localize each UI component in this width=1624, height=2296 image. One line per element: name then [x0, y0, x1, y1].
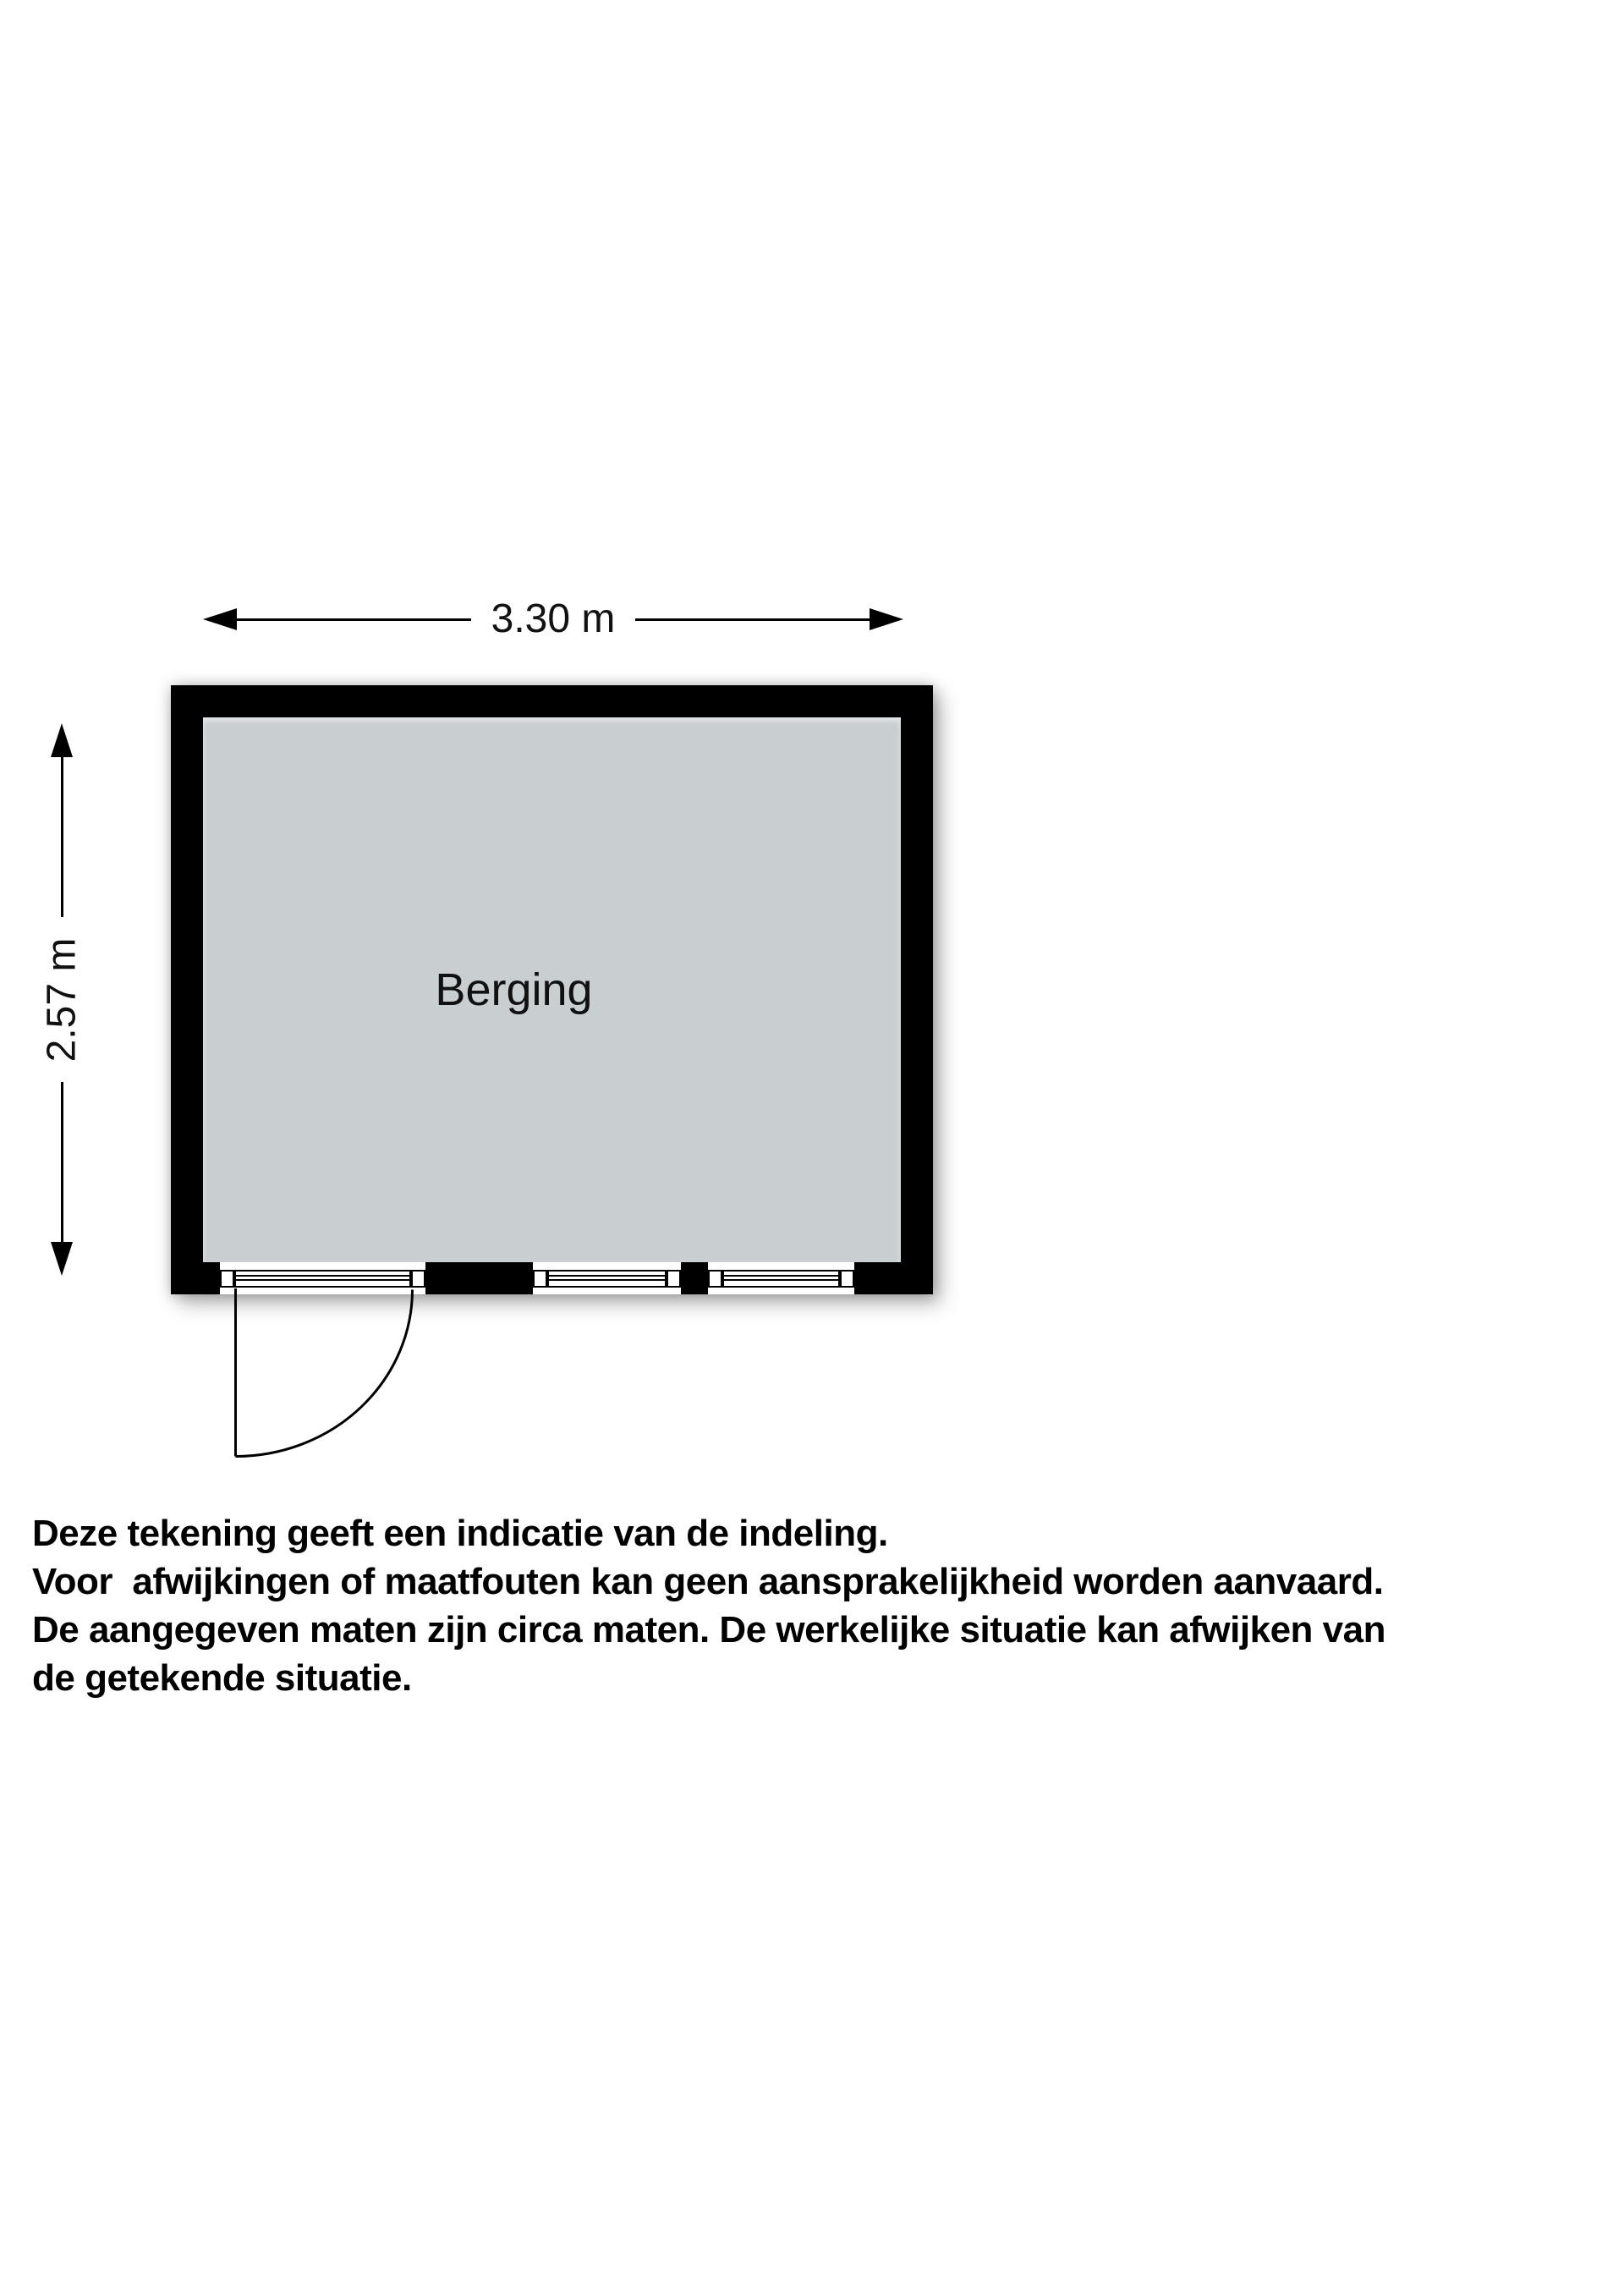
- dimension-height-label-box: [39, 917, 84, 1082]
- window-glazing: [547, 1270, 667, 1288]
- dimension-height-label: 2.57 m: [39, 937, 84, 1062]
- arrowhead-right-icon: [870, 608, 903, 630]
- dimension-line: [237, 618, 471, 621]
- dimension-height: [39, 723, 84, 1276]
- arrowhead-down-icon: [51, 1242, 73, 1276]
- window-opening-2: [708, 1262, 854, 1294]
- window-jamb: [667, 1270, 681, 1288]
- dimension-width-label: 3.30 m: [491, 596, 616, 641]
- arrowhead-up-icon: [51, 723, 73, 757]
- window-glazing: [722, 1270, 840, 1288]
- door-jamb-left: [220, 1270, 234, 1288]
- arrowhead-left-icon: [203, 608, 237, 630]
- dimension-width: [203, 596, 903, 641]
- window-opening-1: [533, 1262, 681, 1294]
- dimension-line: [61, 757, 63, 917]
- room-walls: [171, 685, 933, 1294]
- door-swing-arc: [234, 1288, 414, 1459]
- disclaimer: [32, 1509, 1622, 1702]
- door-jamb-right: [411, 1270, 425, 1288]
- room-interior: [203, 717, 901, 1262]
- disclaimer-line: Deze tekening geeft een indicatie van de indeling.: [32, 1513, 888, 1554]
- disclaimer-line: de getekende situatie.: [32, 1657, 412, 1699]
- window-jamb: [533, 1270, 547, 1288]
- disclaimer-line: Voor afwijkingen of maatfouten kan geen aansprakelijkheid worden aanvaard.: [32, 1561, 1384, 1602]
- window-jamb: [708, 1270, 722, 1288]
- window-jamb: [840, 1270, 854, 1288]
- door-panel: [234, 1270, 411, 1288]
- dimension-line: [61, 1082, 63, 1242]
- disclaimer-line: De aangegeven maten zijn circa maten. De werkelijke situatie kan afwijken van: [32, 1609, 1385, 1651]
- room-label: Berging: [435, 964, 593, 1015]
- dimension-line: [635, 618, 870, 621]
